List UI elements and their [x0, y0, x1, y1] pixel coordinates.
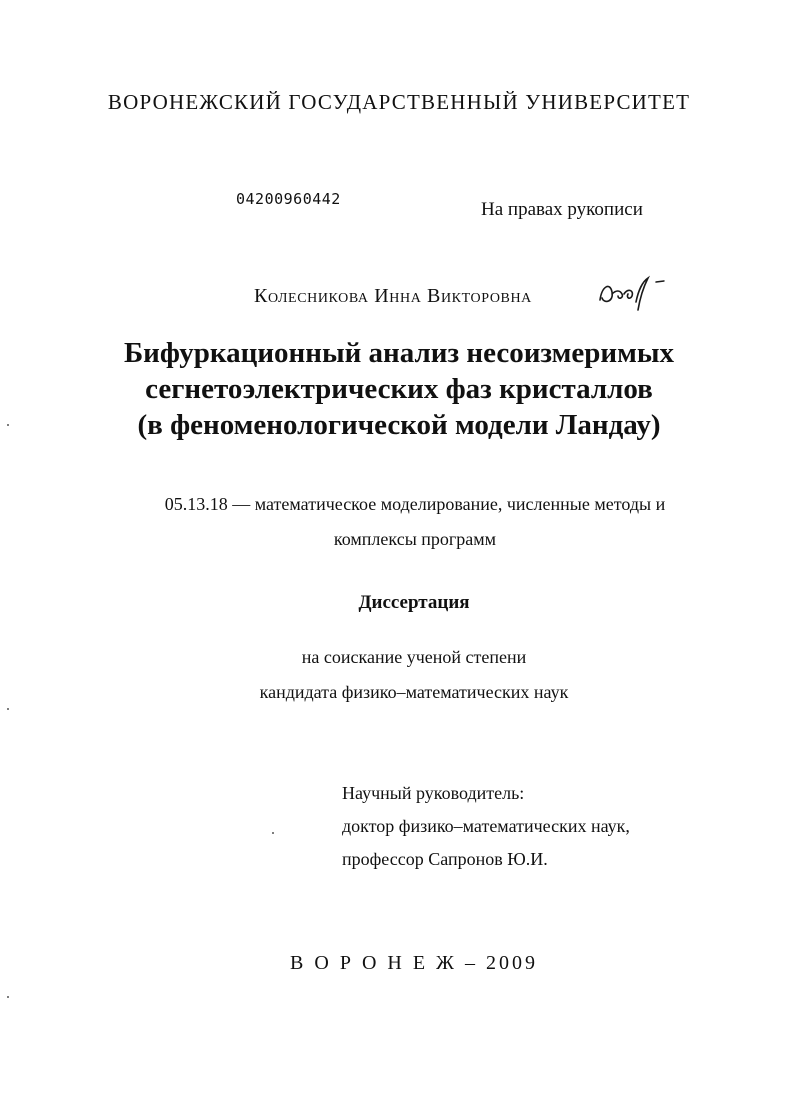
specialty-line-2: комплексы программ [333, 529, 497, 549]
specialty-line-1: 05.13.18 — математическое моделирование, численные методы и [164, 494, 666, 514]
city-year: В О Р О Н Е Ж – 2009 [290, 952, 538, 974]
dissertation-title [0, 335, 798, 443]
title-line-2: сегнетоэлектрических фаз кристаллов [145, 373, 653, 405]
scan-speck [272, 832, 274, 834]
author-name: Колесникова Инна Викторовна [254, 285, 532, 307]
title-line-3: (в феноменологической модели Ландау) [137, 409, 661, 441]
supervisor-block [342, 777, 630, 876]
university-name: ВОРОНЕЖСКИЙ ГОСУДАРСТВЕННЫЙ УНИВЕРСИТЕТ [107, 90, 691, 114]
scan-speck [7, 424, 9, 426]
document-type: Диссертация [358, 592, 470, 613]
supervisor-name: профессор Сапронов Ю.И. [342, 849, 548, 869]
degree-line-2: кандидата физико–математических наук [259, 682, 569, 702]
scan-speck [7, 708, 9, 710]
supervisor-label: Научный руководитель: [342, 783, 525, 803]
manuscript-rights-note: На правах рукописи [481, 199, 643, 220]
specialty-code [0, 487, 798, 557]
title-line-1: Бифуркационный анализ несоизмеримых [123, 337, 675, 369]
degree-sought [0, 640, 798, 710]
scan-speck [7, 996, 9, 998]
handwritten-signature [592, 272, 672, 314]
degree-line-1: на соискание ученой степени [301, 647, 527, 667]
supervisor-degree: доктор физико–математических наук, [342, 816, 630, 836]
document-number: 04200960442 [236, 190, 341, 208]
